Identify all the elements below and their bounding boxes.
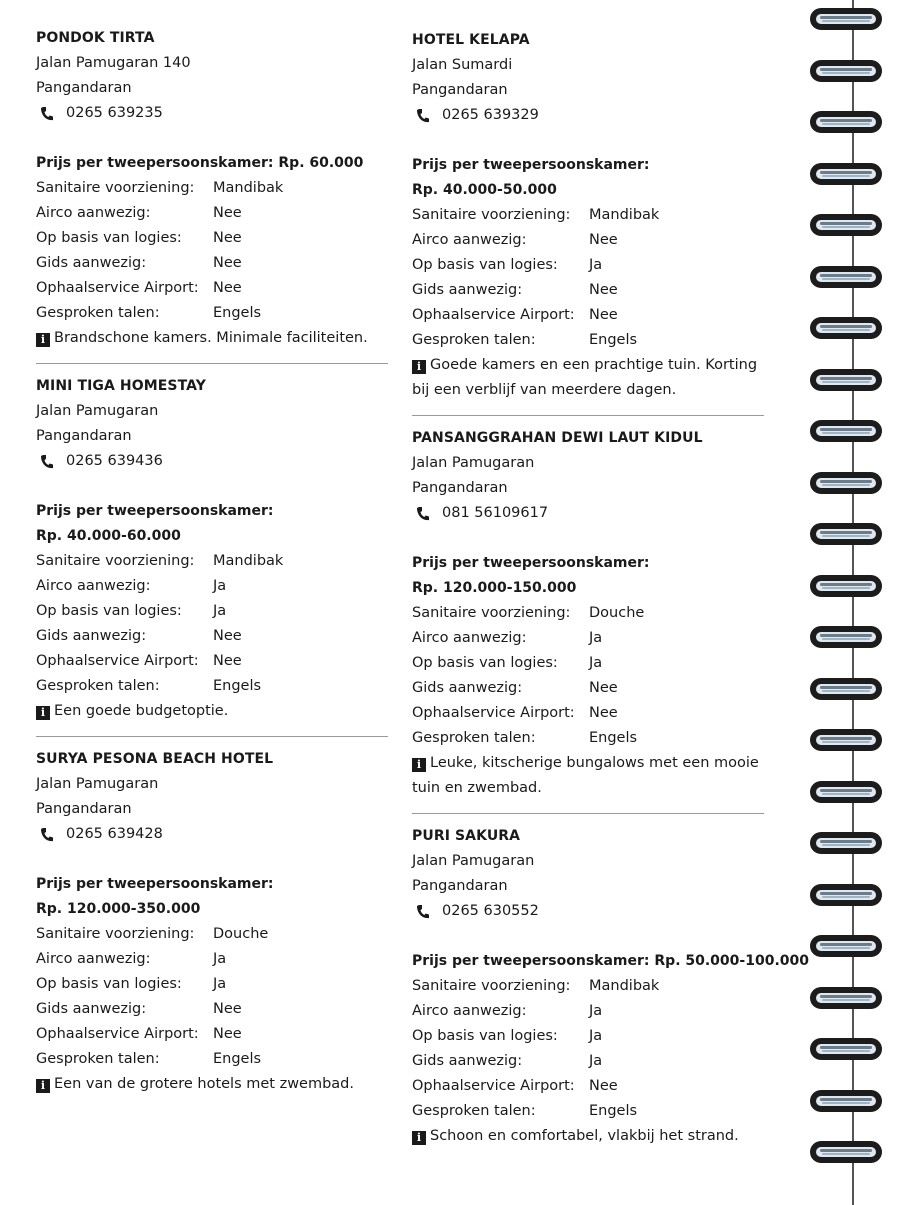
facility-value: Ja <box>213 603 227 619</box>
facility-row-ophaal <box>36 649 386 674</box>
facility-row-airco <box>36 201 386 226</box>
facility-row-airco <box>412 228 762 253</box>
note-text: Brandschone kamers. Minimale faciliteiten. <box>54 330 368 346</box>
facility-row-gids <box>412 676 762 701</box>
hotel-entry-pondok-tirta <box>36 26 386 351</box>
facility-label: Sanitaire voorziening: <box>36 180 195 196</box>
facility-row-sanitair <box>36 549 386 574</box>
binding-ring <box>808 58 884 84</box>
facility-value: Ja <box>213 976 227 992</box>
facility-value: Nee <box>213 1026 242 1042</box>
facility-label: Airco aanwezig: <box>412 232 527 248</box>
facility-row-talen <box>412 1099 762 1124</box>
facility-label: Sanitaire voorziening: <box>412 978 571 994</box>
spacer <box>36 474 386 499</box>
facility-value: Ja <box>589 655 603 671</box>
facility-row-talen <box>36 1047 386 1072</box>
facility-row-sanitair <box>36 176 386 201</box>
facility-value: Ja <box>213 578 227 594</box>
left-column <box>36 26 386 1097</box>
hotel-entry-puri-sakura <box>412 824 809 1149</box>
hotel-note <box>412 1124 762 1149</box>
facility-row-talen <box>412 726 762 751</box>
facility-label: Airco aanwezig: <box>412 630 527 646</box>
hotel-name: PANSANGGRAHAN DEWI LAUT KIDUL <box>412 430 703 446</box>
facility-label: Ophaalservice Airport: <box>36 280 199 296</box>
facility-label: Op basis van logies: <box>412 1028 558 1044</box>
phone-number: 0265 639436 <box>66 453 163 469</box>
facility-value: Nee <box>213 205 242 221</box>
note-text: Schoon en comfortabel, vlakbij het strand. <box>430 1128 739 1144</box>
facility-value: Nee <box>213 280 242 296</box>
binding-ring <box>808 315 884 341</box>
phone-number: 0265 639428 <box>66 826 163 842</box>
facility-row-sanitair <box>412 203 762 228</box>
facility-value: Engels <box>213 678 262 694</box>
hotel-phone <box>412 103 762 128</box>
facility-row-airco <box>36 947 386 972</box>
price-value: Rp. 120.000-350.000 <box>36 901 201 917</box>
facility-row-ophaal <box>36 1022 386 1047</box>
facility-value: Mandibak <box>213 553 284 569</box>
binding-ring <box>808 830 884 856</box>
note-text: Een van de grotere hotels met zwembad. <box>54 1076 354 1092</box>
price-value: Rp. 40.000-60.000 <box>36 528 181 544</box>
hotel-note <box>36 699 386 724</box>
binding-ring <box>808 985 884 1011</box>
facility-value: Nee <box>213 1001 242 1017</box>
facility-label: Ophaalservice Airport: <box>412 1078 575 1094</box>
binding-ring <box>808 1139 884 1165</box>
info-icon: i <box>36 706 50 720</box>
binding-ring <box>808 573 884 599</box>
hotel-city: Pangandaran <box>36 80 132 96</box>
facility-row-gids <box>412 1049 762 1074</box>
facility-row-gids <box>36 251 386 276</box>
facility-value: Nee <box>589 680 618 696</box>
facility-label: Ophaalservice Airport: <box>412 705 575 721</box>
binding-ring <box>808 882 884 908</box>
facility-row-sanitair <box>412 601 762 626</box>
facility-label: Gids aanwezig: <box>412 1053 523 1069</box>
facility-value: Nee <box>213 653 242 669</box>
binding-ring <box>808 212 884 238</box>
hotel-note <box>412 353 762 403</box>
note-text: Leuke, kitscherige bungalows met een mooie tuin en zwembad. <box>412 755 759 796</box>
price-line: Prijs per tweepersoonskamer: Rp. 50.000-100.000 <box>412 953 809 969</box>
facility-label: Gids aanwezig: <box>412 680 523 696</box>
facility-label: Gesproken talen: <box>36 678 160 694</box>
facility-label: Op basis van logies: <box>412 257 558 273</box>
price-value: Rp. 120.000-150.000 <box>412 580 577 596</box>
facility-label: Airco aanwezig: <box>36 951 151 967</box>
facility-row-talen <box>36 674 386 699</box>
price-label: Prijs per tweepersoonskamer: <box>412 555 650 571</box>
facility-label: Gesproken talen: <box>36 305 160 321</box>
facility-row-logies <box>36 972 386 997</box>
facility-row-ophaal <box>36 276 386 301</box>
facility-label: Airco aanwezig: <box>36 578 151 594</box>
phone-number: 081 56109617 <box>442 505 549 521</box>
hotel-city: Pangandaran <box>36 428 132 444</box>
info-icon: i <box>412 1131 426 1145</box>
binding-ring <box>808 1036 884 1062</box>
facility-value: Engels <box>213 1051 262 1067</box>
facility-row-gids <box>36 997 386 1022</box>
info-icon: i <box>36 1079 50 1093</box>
facility-value: Mandibak <box>589 207 660 223</box>
divider <box>412 813 764 814</box>
facility-label: Gids aanwezig: <box>36 1001 147 1017</box>
facility-row-logies <box>36 599 386 624</box>
info-icon: i <box>36 333 50 347</box>
hotel-entry-surya-pesona <box>36 747 386 1097</box>
price-value: Rp. 40.000-50.000 <box>412 182 557 198</box>
hotel-name: PONDOK TIRTA <box>36 30 155 46</box>
hotel-city: Pangandaran <box>412 878 508 894</box>
hotel-entry-mini-tiga-homestay <box>36 374 386 724</box>
facility-label: Sanitaire voorziening: <box>412 207 571 223</box>
facility-row-talen <box>36 301 386 326</box>
facility-row-sanitair <box>412 974 762 999</box>
hotel-phone <box>36 101 386 126</box>
facility-row-talen <box>412 328 762 353</box>
hotel-note <box>36 1072 386 1097</box>
facility-row-logies <box>412 651 762 676</box>
facility-row-airco <box>36 574 386 599</box>
binding-ring <box>808 161 884 187</box>
phone-icon <box>40 454 54 470</box>
hotel-name: HOTEL KELAPA <box>412 32 530 48</box>
facility-row-logies <box>412 253 762 278</box>
facility-row-logies <box>412 1024 762 1049</box>
phone-icon <box>40 827 54 843</box>
facility-row-gids <box>36 624 386 649</box>
facility-label: Op basis van logies: <box>36 976 182 992</box>
facility-value: Douche <box>213 926 269 942</box>
facility-row-ophaal <box>412 1074 762 1099</box>
spacer <box>412 924 762 949</box>
facility-label: Gesproken talen: <box>412 332 536 348</box>
hotel-city: Pangandaran <box>36 801 132 817</box>
note-text: Een goede budgetoptie. <box>54 703 229 719</box>
facility-label: Gids aanwezig: <box>412 282 523 298</box>
facility-label: Ophaalservice Airport: <box>36 1026 199 1042</box>
binding-ring <box>808 779 884 805</box>
right-column <box>412 28 809 1149</box>
hotel-street: Jalan Pamugaran <box>412 455 535 471</box>
divider <box>36 736 388 737</box>
facility-value: Engels <box>589 730 638 746</box>
facility-label: Gids aanwezig: <box>36 255 147 271</box>
facility-label: Sanitaire voorziening: <box>412 605 571 621</box>
facility-row-ophaal <box>412 701 762 726</box>
hotel-phone <box>36 449 386 474</box>
facility-row-logies <box>36 226 386 251</box>
hotel-phone <box>412 899 762 924</box>
hotel-phone <box>412 501 762 526</box>
spacer <box>412 128 762 153</box>
price-line: Prijs per tweepersoonskamer: Rp. 60.000 <box>36 155 364 171</box>
price-label: Prijs per tweepersoonskamer: <box>412 157 650 173</box>
hotel-note <box>412 751 762 801</box>
facility-value: Engels <box>213 305 262 321</box>
facility-label: Sanitaire voorziening: <box>36 926 195 942</box>
info-icon: i <box>412 758 426 772</box>
binding-ring <box>808 6 884 32</box>
facility-value: Nee <box>589 232 618 248</box>
binding-ring <box>808 470 884 496</box>
facility-value: Ja <box>589 257 603 273</box>
hotel-street: Jalan Sumardi <box>412 57 513 73</box>
facility-row-ophaal <box>412 303 762 328</box>
facility-label: Op basis van logies: <box>36 603 182 619</box>
facility-label: Gesproken talen: <box>412 1103 536 1119</box>
facility-row-sanitair <box>36 922 386 947</box>
spacer <box>36 847 386 872</box>
binding-ring <box>808 367 884 393</box>
facility-label: Ophaalservice Airport: <box>412 307 575 323</box>
facility-label: Ophaalservice Airport: <box>36 653 199 669</box>
facility-value: Engels <box>589 1103 638 1119</box>
binding-ring <box>808 109 884 135</box>
hotel-city: Pangandaran <box>412 480 508 496</box>
phone-icon <box>40 106 54 122</box>
hotel-street: Jalan Pamugaran <box>412 853 535 869</box>
facility-value: Mandibak <box>213 180 284 196</box>
price-label: Prijs per tweepersoonskamer: <box>36 503 274 519</box>
facility-value: Nee <box>589 307 618 323</box>
hotel-name: PURI SAKURA <box>412 828 521 844</box>
facility-value: Ja <box>213 951 227 967</box>
spacer <box>412 526 762 551</box>
facility-value: Nee <box>589 1078 618 1094</box>
facility-value: Nee <box>213 255 242 271</box>
facility-row-airco <box>412 999 762 1024</box>
note-text: Goede kamers en een prachtige tuin. Korting bij een verblijf van meerdere dagen. <box>412 357 758 398</box>
binding-ring <box>808 264 884 290</box>
hotel-entry-hotel-kelapa <box>412 28 762 403</box>
binding-ring <box>808 676 884 702</box>
hotel-street: Jalan Pamugaran <box>36 776 159 792</box>
facility-value: Nee <box>589 705 618 721</box>
hotel-phone <box>36 822 386 847</box>
binding-ring <box>808 418 884 444</box>
facility-value: Nee <box>213 230 242 246</box>
hotel-street: Jalan Pamugaran <box>36 403 159 419</box>
phone-icon <box>416 904 430 920</box>
info-icon: i <box>412 360 426 374</box>
facility-value: Ja <box>589 1053 603 1069</box>
hotel-note <box>36 326 386 351</box>
price-label: Prijs per tweepersoonskamer: <box>36 876 274 892</box>
facility-label: Gesproken talen: <box>36 1051 160 1067</box>
facility-label: Gesproken talen: <box>412 730 536 746</box>
phone-number: 0265 639235 <box>66 105 163 121</box>
hotel-name: SURYA PESONA BEACH HOTEL <box>36 751 274 767</box>
binding-ring <box>808 933 884 959</box>
divider <box>36 363 388 364</box>
facility-label: Op basis van logies: <box>412 655 558 671</box>
facility-value: Ja <box>589 1028 603 1044</box>
binding-ring <box>808 727 884 753</box>
phone-number: 0265 639329 <box>442 107 539 123</box>
facility-value: Nee <box>589 282 618 298</box>
facility-value: Douche <box>589 605 645 621</box>
facility-value: Engels <box>589 332 638 348</box>
hotel-entry-pansanggrahan <box>412 426 762 801</box>
spiral-binding <box>800 0 903 1205</box>
facility-row-airco <box>412 626 762 651</box>
spacer <box>36 126 386 151</box>
facility-value: Ja <box>589 630 603 646</box>
phone-icon <box>416 108 430 124</box>
facility-label: Op basis van logies: <box>36 230 182 246</box>
hotel-city: Pangandaran <box>412 82 508 98</box>
facility-row-gids <box>412 278 762 303</box>
binding-ring <box>808 624 884 650</box>
facility-label: Sanitaire voorziening: <box>36 553 195 569</box>
facility-value: Mandibak <box>589 978 660 994</box>
phone-number: 0265 630552 <box>442 903 539 919</box>
facility-label: Airco aanwezig: <box>36 205 151 221</box>
divider <box>412 415 764 416</box>
facility-value: Ja <box>589 1003 603 1019</box>
facility-value: Nee <box>213 628 242 644</box>
hotel-street: Jalan Pamugaran 140 <box>36 55 191 71</box>
facility-label: Gids aanwezig: <box>36 628 147 644</box>
phone-icon <box>416 506 430 522</box>
hotel-name: MINI TIGA HOMESTAY <box>36 378 206 394</box>
binding-ring <box>808 521 884 547</box>
facility-label: Airco aanwezig: <box>412 1003 527 1019</box>
binding-ring <box>808 1088 884 1114</box>
